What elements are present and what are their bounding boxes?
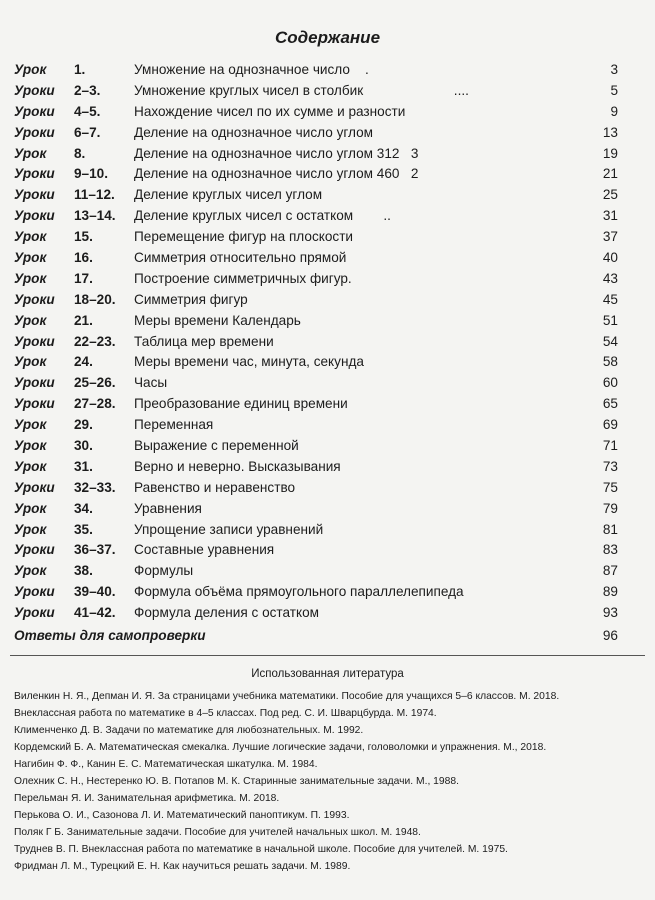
lesson-page-number: 51 <box>602 312 618 328</box>
lesson-topic-text: Упрощение записи уравнений <box>134 521 324 537</box>
lesson-page-number: 31 <box>602 208 618 224</box>
lesson-page-number: 19 <box>602 145 618 161</box>
lesson-topic-text: Составные уравнения <box>134 542 275 558</box>
lesson-number: 1. <box>74 62 86 77</box>
lesson-number: 36–37. <box>74 542 116 558</box>
lesson-number: 34. <box>74 500 93 516</box>
toc-row <box>14 478 618 499</box>
toc-row <box>14 164 618 185</box>
literature-heading: Использованная литература <box>251 668 404 680</box>
toc-row <box>14 436 618 457</box>
toc-row <box>14 102 618 123</box>
lesson-topic-text: Формула объёма прямоугольного параллелепипеда <box>134 584 464 600</box>
lesson-number: 30. <box>74 438 93 454</box>
lesson-number: 32–33. <box>74 479 116 495</box>
toc-row <box>14 81 618 102</box>
lesson-kind: Уроки <box>14 605 55 621</box>
toc-row <box>14 582 618 603</box>
table-of-contents <box>14 60 618 624</box>
lesson-number: 9–10. <box>74 166 109 182</box>
lesson-topic-text: Перемещение фигур на плоскости <box>134 229 354 245</box>
answers-label: Ответы для самопроверки <box>14 628 206 643</box>
toc-row <box>14 248 618 269</box>
lesson-topic-text: Выражение с переменной <box>134 438 299 454</box>
lesson-page-number: 25 <box>602 187 618 203</box>
lesson-number: 25–26. <box>74 375 116 391</box>
lesson-number: 16. <box>74 250 93 266</box>
lesson-number: 21. <box>74 312 93 328</box>
toc-row <box>14 394 618 415</box>
lesson-kind: Урок <box>14 521 47 537</box>
lesson-kind: Урок <box>14 229 47 245</box>
reference-item: Фридман Л. М., Турецкий Е. Н. Как научиться решать задачи. М. 1989. <box>14 861 351 872</box>
lesson-kind: Урок <box>14 417 47 433</box>
lesson-kind: Уроки <box>14 291 55 307</box>
lesson-kind: Урок <box>14 145 47 161</box>
lesson-topic <box>134 206 391 227</box>
lesson-number: 11–12. <box>74 187 115 203</box>
lesson-page-number: 65 <box>602 396 618 412</box>
reference-item: Клименченко Д. В. Задачи по математике для любознательных. М. 1992. <box>14 725 364 736</box>
lesson-number: 38. <box>74 563 93 579</box>
lesson-topic-text: Умножение на однозначное число <box>134 62 350 77</box>
lesson-page-number: 71 <box>602 438 618 454</box>
lesson-number: 4–5. <box>74 103 101 119</box>
lesson-topic-text: Деление на однозначное число углом <box>134 124 374 140</box>
lesson-topic-text: Меры времени час, минута, секунда <box>134 354 364 370</box>
reference-item: Перькова О. И., Сазонова Л. И. Математический паноптикум. П. 1993. <box>14 810 350 821</box>
lesson-number: 13–14. <box>74 208 116 224</box>
lesson-page-number: 81 <box>602 521 618 537</box>
lesson-topic <box>134 185 322 206</box>
lesson-kind: Урок <box>14 438 47 454</box>
lesson-page-number: 60 <box>602 375 618 391</box>
lesson-page-number: 40 <box>602 250 618 266</box>
lesson-page-number: 89 <box>602 584 618 600</box>
lesson-topic-text: Таблица мер времени <box>134 333 274 349</box>
lesson-kind: Урок <box>14 458 47 474</box>
lesson-topic <box>134 415 213 436</box>
lesson-page-number: 37 <box>602 229 618 245</box>
page-title: Содержание <box>274 28 381 47</box>
lesson-kind: Урок <box>14 563 47 579</box>
toc-row <box>14 60 618 81</box>
lesson-topic <box>134 164 418 185</box>
lesson-number: 2–3. <box>74 82 101 98</box>
toc-row <box>14 373 618 394</box>
lesson-topic <box>134 332 274 353</box>
lesson-topic <box>134 436 299 457</box>
lesson-page-number: 9 <box>610 103 618 119</box>
toc-row <box>14 499 618 520</box>
lesson-kind: Урок <box>14 500 47 516</box>
lesson-topic-text: Равенство и неравенство <box>134 479 296 495</box>
lesson-topic <box>134 352 364 373</box>
lesson-topic <box>134 457 341 478</box>
lesson-number: 17. <box>74 270 93 286</box>
toc-row <box>14 540 618 561</box>
lesson-kind: Урок <box>14 354 47 370</box>
lesson-topic <box>134 499 202 520</box>
lesson-kind: Урок <box>14 270 47 286</box>
lesson-number: 6–7. <box>74 124 101 140</box>
lesson-topic <box>134 248 346 269</box>
lesson-kind: Урок <box>14 250 47 266</box>
lesson-topic <box>134 269 352 290</box>
lesson-page-number: 13 <box>602 124 618 140</box>
lesson-topic-text: Нахождение чисел по их сумме и разности <box>134 103 406 119</box>
lesson-number: 22–23. <box>74 333 116 349</box>
lesson-topic <box>134 81 469 102</box>
lesson-topic-text: Деление круглых чисел углом <box>134 187 323 203</box>
lesson-topic-text: Часы <box>134 375 168 391</box>
lesson-topic-text: Верно и неверно. Высказывания <box>134 458 341 474</box>
lesson-topic <box>134 520 323 541</box>
lesson-topic-text: Деление круглых чисел с остатком <box>134 208 354 224</box>
lesson-kind: Уроки <box>14 375 55 391</box>
lesson-topic-text: Формула деления с остатком <box>134 605 319 621</box>
lesson-page-number: 54 <box>602 333 618 349</box>
lesson-topic <box>134 582 464 603</box>
lesson-topic-text: Построение симметричных фигур. <box>134 270 352 286</box>
toc-row <box>14 227 618 248</box>
lesson-topic <box>134 561 193 582</box>
toc-row <box>14 144 618 165</box>
lesson-topic <box>134 227 353 248</box>
lesson-topic-extra: . <box>349 62 369 77</box>
toc-row <box>14 269 618 290</box>
lesson-kind: Уроки <box>14 166 55 182</box>
lesson-kind: Уроки <box>14 396 55 412</box>
lesson-kind: Уроки <box>14 124 55 140</box>
lesson-kind: Уроки <box>14 542 55 558</box>
lesson-topic-extra: 460 2 <box>373 166 419 182</box>
lesson-topic-text: Деление на однозначное число углом <box>134 145 374 161</box>
toc-row <box>14 561 618 582</box>
lesson-page-number: 5 <box>610 82 618 98</box>
lesson-topic <box>134 603 319 624</box>
lesson-topic <box>134 478 295 499</box>
lesson-page-number: 83 <box>602 542 618 558</box>
lesson-page-number: 75 <box>602 479 618 495</box>
section-divider <box>10 655 645 656</box>
lesson-topic <box>134 394 348 415</box>
lesson-topic <box>134 123 373 144</box>
lesson-page-number: 43 <box>602 270 618 286</box>
lesson-page-number: 73 <box>602 458 618 474</box>
reference-item: Внеклассная работа по математике в 4–5 классах. Под ред. С. И. Шварцбурда. М. 1974. <box>14 708 437 719</box>
toc-row <box>14 290 618 311</box>
lesson-topic-text: Переменная <box>134 417 214 433</box>
answers-entry <box>14 625 618 647</box>
toc-row <box>14 123 618 144</box>
lesson-topic <box>134 60 369 81</box>
lesson-topic-text: Формулы <box>134 563 194 579</box>
toc-row <box>14 415 618 436</box>
answers-page-number: 96 <box>602 628 618 643</box>
lesson-topic-text: Деление на однозначное число углом <box>134 166 374 182</box>
lesson-topic-extra: .. <box>353 208 391 224</box>
reference-list <box>14 690 634 877</box>
lesson-page-number: 69 <box>602 417 618 433</box>
lesson-topic <box>134 290 248 311</box>
toc-row <box>14 185 618 206</box>
reference-item: Олехник С. Н., Нестеренко Ю. В. Потапов М. К. Старинные занимательные задачи. М., 1988. <box>14 776 459 787</box>
reference-item: Нагибин Ф. Ф., Канин Е. С. Математическая шкатулка. М. 1984. <box>14 759 318 770</box>
lesson-topic-text: Меры времени Календарь <box>134 312 301 328</box>
lesson-topic-extra: 312 3 <box>373 145 419 161</box>
toc-row <box>14 520 618 541</box>
lesson-number: 15. <box>74 229 93 245</box>
lesson-kind: Уроки <box>14 187 55 203</box>
lesson-topic <box>134 540 274 561</box>
reference-item: Поляк Г Б. Занимательные задачи. Пособие для учителей начальных школ. М. 1948. <box>14 827 421 838</box>
lesson-kind: Урок <box>14 312 47 328</box>
lesson-kind: Уроки <box>14 479 55 495</box>
reference-item: Виленкин Н. Я., Депман И. Я. За страницами учебника математики. Пособие для учащихся 5–6 классов. М. 2018. <box>14 691 560 702</box>
lesson-kind: Уроки <box>14 208 55 224</box>
reference-item: Кордемский Б. А. Математическая смекалка. Лучшие логические задачи, головоломки и упражнения. М., 2018. <box>14 742 547 753</box>
toc-row <box>14 332 618 353</box>
lesson-number: 31. <box>74 458 93 474</box>
lesson-topic-text: Уравнения <box>134 500 202 516</box>
reference-item: Перельман Я. И. Занимательная арифметика. М. 2018. <box>14 793 280 804</box>
lesson-topic-text: Симметрия фигур <box>134 291 248 307</box>
lesson-kind: Уроки <box>14 333 55 349</box>
lesson-topic <box>134 102 405 123</box>
lesson-topic-text: Умножение круглых чисел в столбик <box>134 82 364 98</box>
lesson-number: 29. <box>74 417 93 433</box>
lesson-topic <box>134 311 301 332</box>
toc-row <box>14 352 618 373</box>
lesson-number: 41–42. <box>74 605 116 621</box>
toc-row <box>14 603 618 624</box>
lesson-number: 18–20. <box>74 291 116 307</box>
lesson-kind: Уроки <box>14 584 55 600</box>
toc-row <box>14 457 618 478</box>
lesson-page-number: 79 <box>602 500 618 516</box>
lesson-topic-text: Симметрия относительно прямой <box>134 250 347 266</box>
lesson-number: 24. <box>74 354 93 370</box>
lesson-topic-extra: .... <box>363 82 469 98</box>
lesson-page-number: 45 <box>602 291 618 307</box>
lesson-kind: Уроки <box>14 82 55 98</box>
lesson-topic <box>134 373 167 394</box>
lesson-kind: Урок <box>14 62 47 77</box>
lesson-number: 8. <box>74 145 86 161</box>
lesson-kind: Уроки <box>14 103 55 119</box>
lesson-page-number: 87 <box>602 563 618 579</box>
reference-item: Труднев В. П. Внеклассная работа по математике в начальной школе. Пособие для учителей. М. 1975. <box>14 844 508 855</box>
toc-row <box>14 311 618 332</box>
lesson-number: 27–28. <box>74 396 116 412</box>
lesson-number: 39–40. <box>74 584 116 600</box>
toc-row <box>14 206 618 227</box>
lesson-page-number: 3 <box>610 62 618 77</box>
lesson-topic <box>134 144 418 165</box>
lesson-page-number: 21 <box>602 166 618 182</box>
lesson-topic-text: Преобразование единиц времени <box>134 396 348 412</box>
lesson-page-number: 58 <box>602 354 618 370</box>
lesson-page-number: 93 <box>602 605 618 621</box>
lesson-number: 35. <box>74 521 93 537</box>
